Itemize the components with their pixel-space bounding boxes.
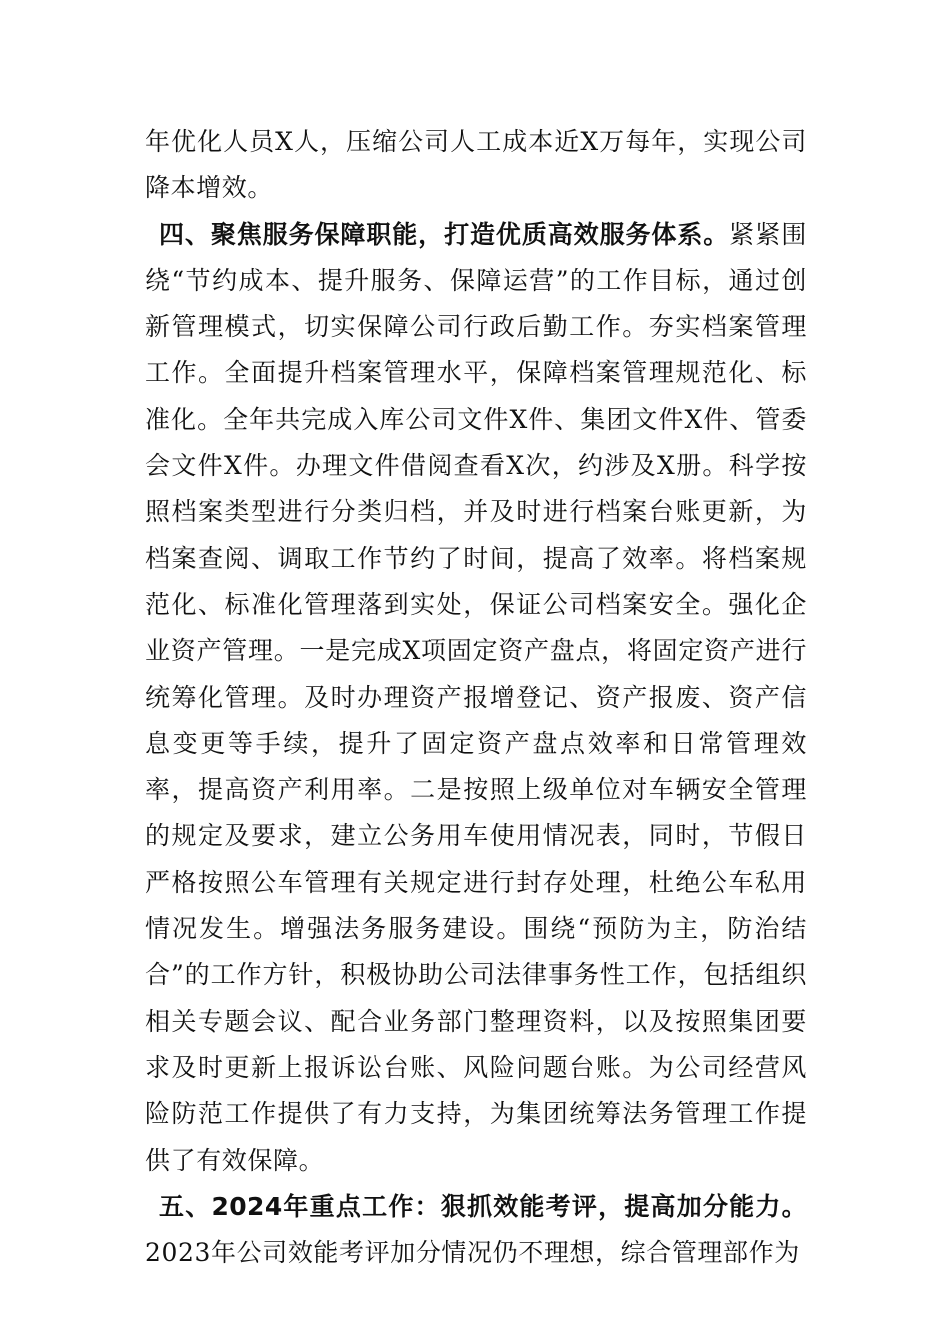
section-heading-four: 四、聚焦服务保障职能，打造优质高效服务体系。 xyxy=(159,219,730,249)
paragraph-text: 年优化人员X人，压缩公司人工成本近X万每年，实现公司降本增效。 xyxy=(145,127,807,203)
section-heading-five: 五、2024年重点工作：狠抓效能考评，提高加分能力。 xyxy=(159,1191,807,1221)
paragraph-section-four xyxy=(145,212,807,1184)
paragraph-text: 2023年公司效能考评加分情况仍不理想，综合管理部作为 xyxy=(145,1238,800,1268)
paragraph-text: 紧紧围绕“节约成本、提升服务、保障运营”的工作目标，通过创新管理模式，切实保障公司行政后勤工作。夯实档案管理工作。全面提升档案管理水平，保障档案管理规范化、标准化。全年共完成入库公司文件X件、集团文件X件、管委会文件X件。办理文件借阅查看X次，约涉及X册。科学按照档案类型进行分类归档，并及时进行档案台账更新，为档案查阅、调取工作节约了时间，提高了效率。将档案规范化、标准化管理落到实处，保证公司档案安全。强化企业资产管理。一是完成X项固定资产盘点，将固定资产进行统筹化管理。及时办理资产报增登记、资产报废、资产信息变更等手续，提升了固定资产盘点效率和日常管理效率，提高资产利用率。二是按照上级单位对车辆安全管理的规定及要求，建立公务用车使用情况表，同时，节假日严格按照公车管理有关规定进行封存处理，杜绝公车私用情况发生。增强法务服务建设。围绕“预防为主，防治结合”的工作方针，积极协助公司法律事务性工作，包括组织相关专题会议、配合业务部门整理资料，以及按照集团要求及时更新上报诉讼台账、风险问题台账。为公司经营风险防范工作提供了有力支持，为集团统筹法务管理工作提供了有效保障。 xyxy=(145,219,807,1175)
paragraph-continuation xyxy=(145,119,807,212)
paragraph-section-five xyxy=(145,1184,807,1277)
document-body xyxy=(145,119,807,1276)
